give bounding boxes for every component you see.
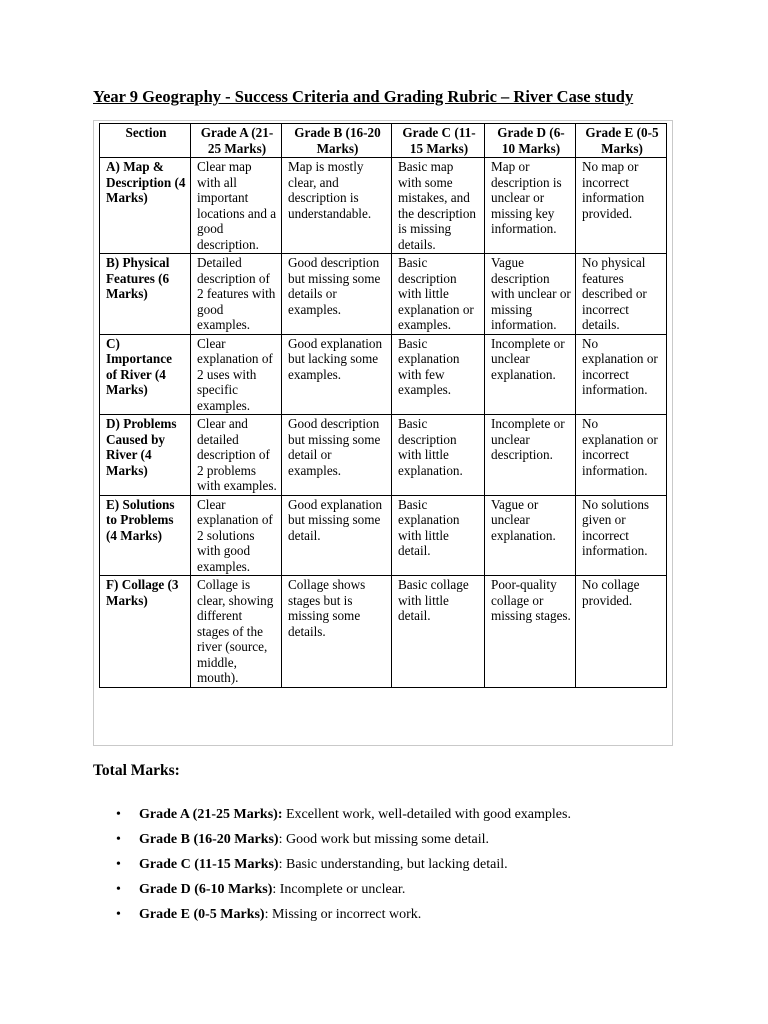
grade-label: Grade D (6-10 Marks) [139, 882, 273, 897]
bullet-icon: • [116, 882, 121, 897]
grade-description: Excellent work, well-detailed with good examples. [282, 807, 571, 822]
table-cell: Clear explanation of 2 solutions with good examples. [191, 495, 282, 576]
table-cell: Good description but missing some details or examples. [282, 254, 392, 335]
table-cell: Good description but missing some detail or examples. [282, 415, 392, 496]
list-item [93, 856, 571, 881]
table-cell: Detailed description of 2 features with good examples. [191, 254, 282, 335]
table-row [100, 254, 667, 335]
column-header-grade-e: Grade E (0-5 Marks) [576, 124, 667, 158]
table-cell: Collage is clear, showing different stages of the river (source, middle, mouth). [191, 576, 282, 688]
column-header-grade-d: Grade D (6-10 Marks) [485, 124, 576, 158]
table-cell: Clear explanation of 2 uses with specific examples. [191, 334, 282, 415]
table-row [100, 334, 667, 415]
table-cell: Collage shows stages but is missing some details. [282, 576, 392, 688]
grade-label: Grade E (0-5 Marks) [139, 907, 265, 922]
section-cell: D) Problems Caused by River (4 Marks) [100, 415, 191, 496]
table-row [100, 158, 667, 254]
grade-label: Grade A (21-25 Marks): [139, 807, 283, 822]
table-cell: Clear and detailed description of 2 problems with examples. [191, 415, 282, 496]
grade-summary-list [93, 806, 571, 931]
bullet-icon: • [116, 832, 121, 847]
column-header-grade-b: Grade B (16-20 Marks) [282, 124, 392, 158]
grade-description: : Missing or incorrect work. [264, 907, 422, 922]
rubric-table [99, 123, 667, 688]
column-header-section: Section [100, 124, 191, 158]
table-row [100, 495, 667, 576]
list-item [93, 831, 571, 856]
list-item [93, 881, 571, 906]
table-cell: Map is mostly clear, and description is understandable. [282, 158, 392, 254]
table-header-row [100, 124, 667, 158]
table-cell: Vague or unclear explanation. [485, 495, 576, 576]
section-cell: E) Solutions to Problems (4 Marks) [100, 495, 191, 576]
page-title: Year 9 Geography - Success Criteria and Grading Rubric – River Case study [93, 87, 634, 106]
table-cell: Basic description with little explanation or examples. [392, 254, 485, 335]
table-cell: Basic map with some mistakes, and the description is missing details. [392, 158, 485, 254]
list-item [93, 806, 571, 831]
table-cell: Clear map with all important locations and a good description. [191, 158, 282, 254]
section-cell: B) Physical Features (6 Marks) [100, 254, 191, 335]
table-cell: Incomplete or unclear description. [485, 415, 576, 496]
table-cell: Basic explanation with little detail. [392, 495, 485, 576]
table-cell: No map or incorrect information provided. [576, 158, 667, 254]
table-cell: No explanation or incorrect information. [576, 415, 667, 496]
section-cell: A) Map & Description (4 Marks) [100, 158, 191, 254]
grade-description: : Good work but missing some detail. [278, 832, 489, 847]
table-cell: Map or description is unclear or missing key information. [485, 158, 576, 254]
table-cell: Basic explanation with few examples. [392, 334, 485, 415]
total-marks-heading: Total Marks: [93, 762, 180, 779]
table-cell: Good explanation but missing some detail. [282, 495, 392, 576]
table-row [100, 415, 667, 496]
table-cell: No collage provided. [576, 576, 667, 688]
grade-description: : Basic understanding, but lacking detail. [278, 857, 508, 872]
table-cell: Basic description with little explanation. [392, 415, 485, 496]
list-item [93, 906, 571, 931]
table-cell: Basic collage with little detail. [392, 576, 485, 688]
table-row [100, 576, 667, 688]
column-header-grade-a: Grade A (21-25 Marks) [191, 124, 282, 158]
table-cell: No explanation or incorrect information. [576, 334, 667, 415]
table-cell: Vague description with unclear or missing information. [485, 254, 576, 335]
table-cell: Good explanation but lacking some examples. [282, 334, 392, 415]
bullet-icon: • [116, 857, 121, 872]
grade-description: : Incomplete or unclear. [272, 882, 406, 897]
grade-label: Grade B (16-20 Marks) [139, 832, 279, 847]
section-cell: C) Importance of River (4 Marks) [100, 334, 191, 415]
bullet-icon: • [116, 807, 121, 822]
bullet-icon: • [116, 907, 121, 922]
table-cell: Poor-quality collage or missing stages. [485, 576, 576, 688]
column-header-grade-c: Grade C (11-15 Marks) [392, 124, 485, 158]
table-cell: No solutions given or incorrect information. [576, 495, 667, 576]
section-cell: F) Collage (3 Marks) [100, 576, 191, 688]
table-cell: No physical features described or incorrect details. [576, 254, 667, 335]
table-cell: Incomplete or unclear explanation. [485, 334, 576, 415]
grade-label: Grade C (11-15 Marks) [139, 857, 279, 872]
